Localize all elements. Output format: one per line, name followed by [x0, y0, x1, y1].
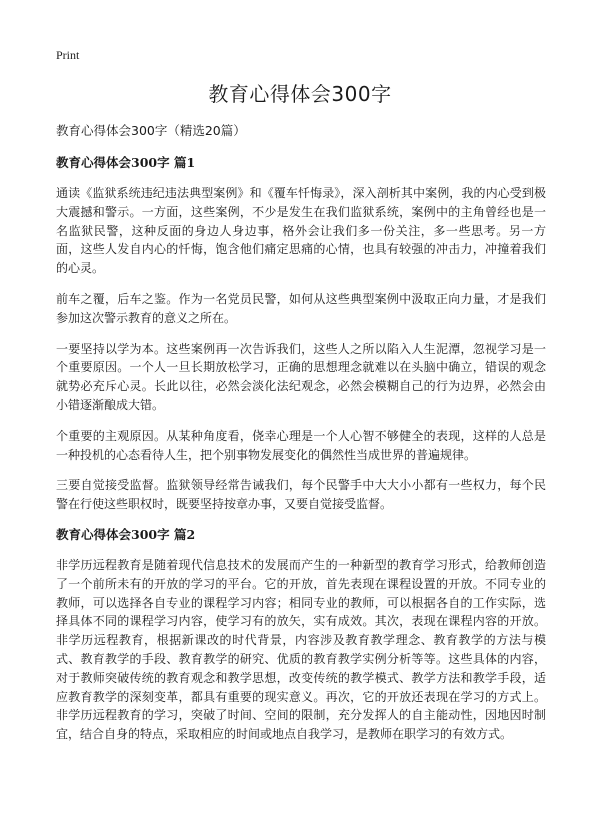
article-body: [56, 122, 546, 756]
page-title: 教育心得体会300字: [208, 82, 392, 106]
paragraph: 一要坚持以学为本。这些案例再一次告诉我们，这些人之所以陷入人生泥潭，忽视学习是一个重要原因。一个人一旦长期放松学习，正确的思想理念就难以在头脑中确立，错误的观念就势必充斥心灵。长此以往，必然会淡化法纪观念，必然会模糊自己的行为边界，必然会由小错逐渐酿成大错。: [56, 341, 546, 412]
paragraph: 前车之覆，后车之鉴。作为一名党员民警，如何从这些典型案例中汲取正向力量，才是我们参加这次警示教育的意义之所在。: [56, 291, 546, 325]
paragraph: 个重要的主观原因。从某种角度看，侥幸心理是一个人心智不够健全的表现，这样的人总是一种投机的心态看待人生，把个别事物发展变化的偶然性当成世界的普遍规律。: [56, 428, 546, 462]
section-1: [56, 154, 546, 514]
paragraph: 通读《监狱系统违纪违法典型案例》和《覆车忏悔录》，深入剖析其中案例，我的内心受到极大震撼和警示。一方面，这些案例，不少是发生在我们监狱系统，案例中的主角曾经也是一名监狱民警，这种反面的身边人身边事，格外会让我们多一份关注，多一些思考。另一方面，这些人发自内心的忏悔，饱含他们痛定思痛的心情，也具有较强的冲击力，冲撞着我们的心灵。: [56, 186, 546, 276]
section-2: [56, 526, 546, 744]
article-subtitle: 教育心得体会300字（精选20篇）: [56, 123, 246, 138]
print-link[interactable]: Print: [56, 48, 80, 62]
section-heading: 教育心得体会300字 篇2: [56, 526, 196, 542]
section-heading: 教育心得体会300字 篇1: [56, 155, 196, 170]
paragraph: 三要自觉接受监督。监狱领导经常告诫我们，每个民警手中大大小小都有一些权力，每个民警在行使这些职权时，既要坚持按章办事，又要自觉接受监督。: [56, 478, 546, 512]
paragraph: 非学历远程教育是随着现代信息技术的发展而产生的一种新型的教育学习形式，给教师创造了一个前所未有的开放的学习的平台。它的开放，首先表现在课程设置的开放。不同专业的教师，可以选择各自专业的课程学习内容；相同专业的教师，可以根据各自的工作实际，选择具体不同的课程学习内容，使学习有的放矢，实有成效。其次，表现在课程内容的开放。非学历远程教育，根据新课改的时代背景，内容涉及教育教学理念、教育教学的方法与模式、教育教学的手段、教育教学的研究、优质的教育教学实例分析等等。这些具体的内容，对于教师突破传统的教育观念和教学思想，改变传统的教学模式、教学方法和教学手段，适应教育教学的深刻变革，都具有重要的现实意义。再次，它的开放还表现在学习的方式上。非学历远程教育的学习，突破了时间、空间的限制，充分发挥人的自主能动性，因地因时制宜，结合自身的特点，采取相应的时间或地点自我学习，是教师在职学习的有效方式。: [56, 557, 546, 742]
